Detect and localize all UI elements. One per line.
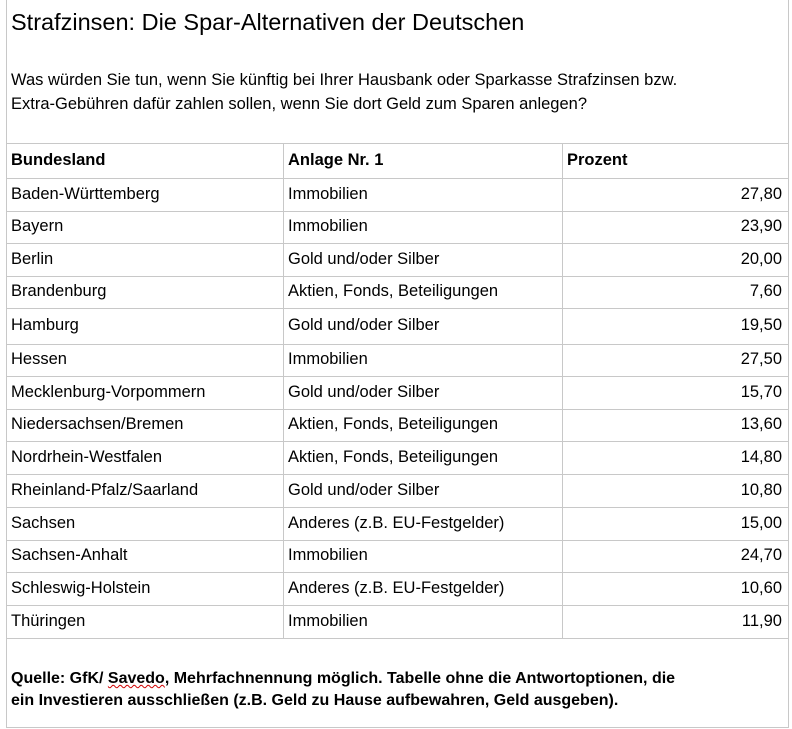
table-header-cell: Bundesland [11, 150, 106, 169]
prozent-cell: 15,70 [740, 382, 782, 401]
question-line-1: Was würden Sie tun, wenn Sie künftig bei Ihrer Hausbank oder Sparkasse Strafzinsen bzw. [11, 71, 678, 89]
bundesland-cell: Hamburg [11, 316, 79, 334]
table-gridline [6, 143, 789, 144]
table-gridline [6, 243, 789, 244]
prozent-cell: 10,60 [740, 578, 782, 597]
prozent-cell: 11,90 [741, 611, 782, 630]
anlage-cell: Gold und/oder Silber [288, 249, 440, 268]
table-gridline [6, 441, 789, 442]
bundesland-cell: Rheinland-Pfalz/Saarland [11, 480, 199, 499]
source-rest: , Mehrfachnennung möglich. Tabelle ohne die Antwortoptionen, die [164, 670, 676, 687]
anlage-cell: Anderes (z.B. EU-Festgelder) [288, 513, 505, 532]
survey-question [11, 68, 677, 116]
prozent-cell: 20,00 [740, 249, 782, 268]
anlage-cell: Immobilien [288, 217, 368, 235]
prozent-cell: 14,80 [740, 447, 782, 466]
anlage-cell: Gold und/oder Silber [288, 382, 440, 401]
bundesland-cell: Bayern [11, 217, 64, 235]
bundesland-cell: Sachsen-Anhalt [11, 546, 128, 564]
table-header-cell: Anlage Nr. 1 [288, 150, 384, 169]
table-gridline [6, 376, 789, 377]
bundesland-cell: Hessen [11, 350, 67, 368]
bundesland-cell: Brandenburg [11, 282, 107, 300]
anlage-cell: Anderes (z.B. EU-Festgelder) [288, 578, 505, 597]
anlage-cell: Aktien, Fonds, Beteiligungen [288, 415, 499, 433]
prozent-cell: 13,60 [740, 415, 782, 433]
anlage-cell: Aktien, Fonds, Beteiligungen [288, 447, 499, 466]
prozent-cell: 27,80 [740, 184, 782, 203]
table-gridline [6, 344, 789, 345]
bundesland-cell: Sachsen [11, 513, 76, 532]
anlage-cell: Immobilien [288, 611, 368, 630]
bundesland-cell: Niedersachsen/Bremen [11, 415, 184, 433]
table-gridline [6, 178, 789, 179]
source-line-2: ein Investieren ausschließen (z.B. Geld zu Hause aufbewahren, Geld ausgeben). [11, 692, 619, 709]
prozent-cell: 27,50 [740, 350, 782, 368]
bundesland-cell: Schleswig-Holstein [11, 578, 151, 597]
bundesland-cell: Baden-Württemberg [11, 184, 160, 203]
source-note [11, 668, 675, 712]
bundesland-cell: Berlin [11, 249, 54, 268]
bundesland-cell: Thüringen [11, 611, 86, 630]
bundesland-cell: Nordrhein-Westfalen [11, 447, 163, 466]
table-gridline [6, 638, 789, 639]
bundesland-cell: Mecklenburg-Vorpommern [11, 382, 206, 401]
anlage-cell: Aktien, Fonds, Beteiligungen [288, 282, 499, 300]
table-gridline [6, 409, 789, 410]
prozent-cell: 10,80 [740, 480, 782, 499]
table-gridline [6, 276, 789, 277]
prozent-cell: 24,70 [740, 546, 782, 564]
source-brand: Savedo [107, 670, 165, 687]
anlage-cell: Immobilien [288, 184, 368, 203]
prozent-cell: 19,50 [740, 316, 782, 334]
table-gridline [6, 474, 789, 475]
source-line-1 [11, 668, 675, 690]
anlage-cell: Immobilien [288, 350, 368, 368]
table-gridline [6, 308, 789, 309]
prozent-cell: 15,00 [740, 513, 782, 532]
page-title: Strafzinsen: Die Spar-Alternativen der Deutschen [11, 9, 525, 35]
anlage-cell: Immobilien [288, 546, 368, 564]
table-header-cell: Prozent [567, 150, 628, 169]
table-gridline [6, 540, 789, 541]
question-line-2: Extra-Gebühren dafür zahlen sollen, wenn Sie dort Geld zum Sparen anlegen? [11, 95, 588, 113]
anlage-cell: Gold und/oder Silber [288, 316, 440, 334]
anlage-cell: Gold und/oder Silber [288, 480, 440, 499]
prozent-cell: 23,90 [740, 217, 782, 235]
table-gridline [6, 605, 789, 606]
table-gridline [6, 507, 789, 508]
source-prefix: Quelle: GfK/ [11, 670, 108, 687]
table-gridline [6, 572, 789, 573]
prozent-cell: 7,60 [749, 282, 782, 300]
table-gridline [6, 211, 789, 212]
